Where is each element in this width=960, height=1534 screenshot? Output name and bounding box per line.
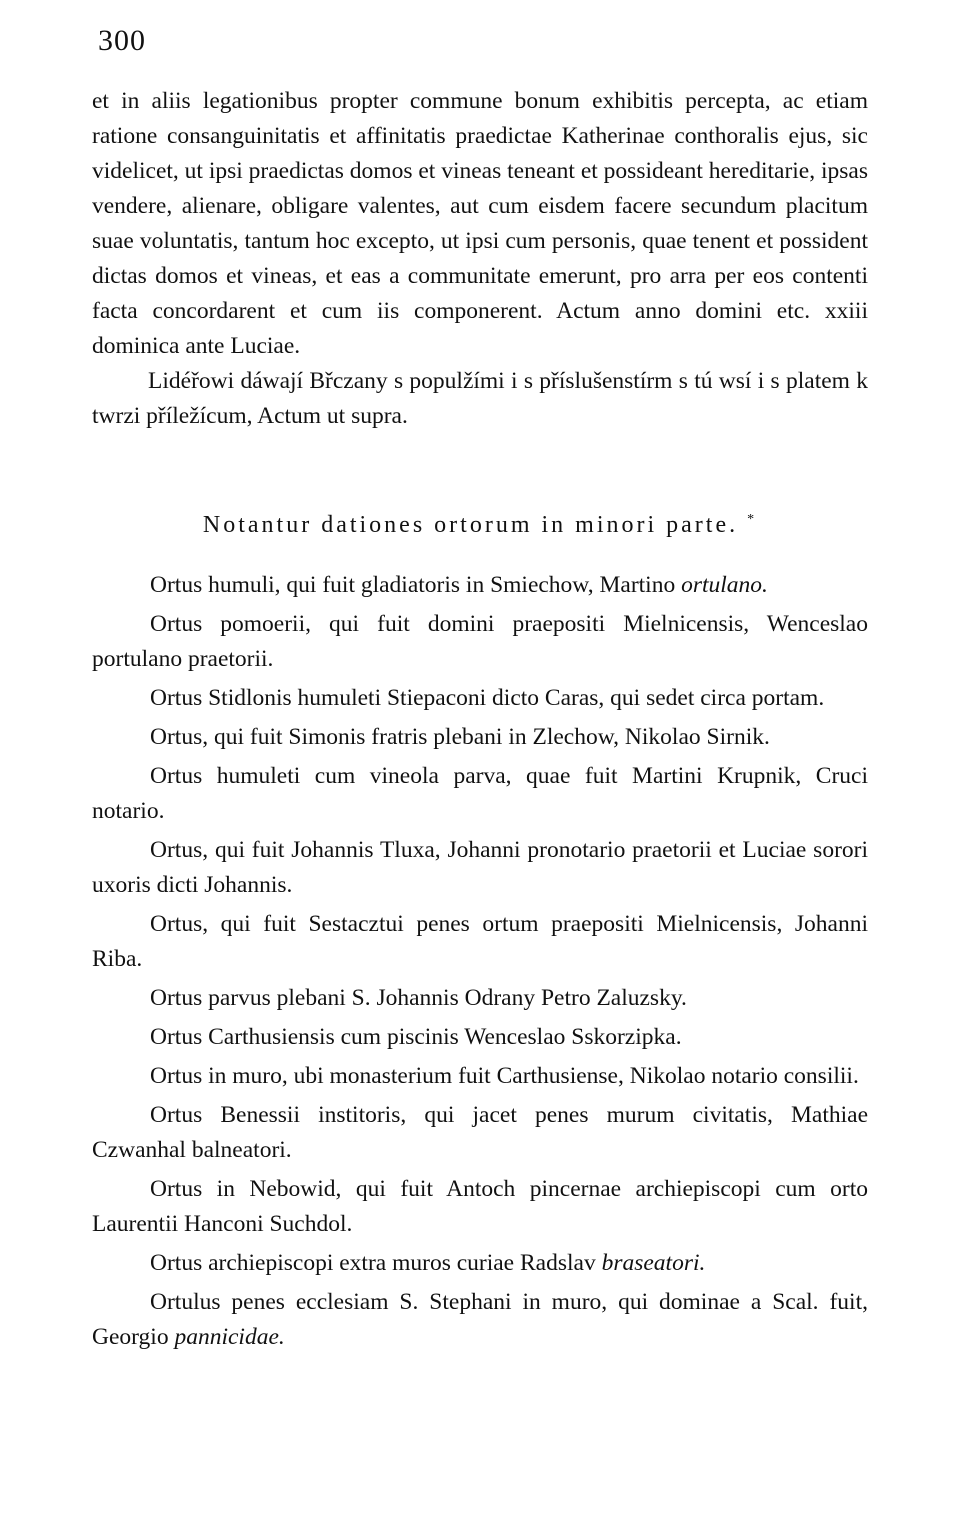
list-item	[92, 981, 868, 1016]
section-heading	[92, 512, 868, 539]
list-item	[92, 720, 868, 755]
footnote-mark: *	[747, 512, 758, 527]
entry-italic: pannicidae.	[174, 1324, 285, 1350]
entry-text: Ortus Stidlonis humuleti Stiepaconi dicto Caras, qui sedet circa portam.	[150, 685, 825, 711]
section-heading-text: Notantur dationes ortorum in minori parte.	[202, 512, 739, 538]
entry-text: Ortus parvus plebani S. Johannis Odrany Petro Zaluzsky.	[150, 985, 687, 1011]
list-item	[92, 833, 868, 903]
entry-text: Ortus Carthusiensis cum piscinis Wenceslao Sskorzipka.	[150, 1024, 682, 1050]
entry-text: Ortus in muro, ubi monasterium fuit Carthusiense, Nikolao notario consilii.	[150, 1063, 859, 1089]
entry-text: Ortus archiepiscopi extra muros curiae Radslav	[150, 1250, 602, 1276]
list-item	[92, 1246, 868, 1281]
garden-entries-list	[92, 568, 868, 1359]
list-item	[92, 1020, 868, 1055]
entry-text: Ortus Benessii institoris, qui jacet penes murum civitatis, Mathiae Czwanhal balneatori.	[92, 1102, 868, 1163]
list-item	[92, 681, 868, 716]
entry-text: Ortulus penes ecclesiam S. Stephani in muro, qui dominae a Scal. fuit, Georgio	[92, 1289, 868, 1350]
list-item	[92, 1059, 868, 1094]
list-item	[92, 568, 868, 603]
entry-italic: braseatori.	[601, 1250, 706, 1276]
entry-text: Ortus in Nebowid, qui fuit Antoch pincernae archiepiscopi cum orto Laurentii Hanconi Suchdol.	[92, 1176, 868, 1237]
page-number: 300	[98, 24, 146, 57]
entry-text: Ortus, qui fuit Sestacztui penes ortum praepositi Mielnicensis, Johanni Riba.	[92, 911, 868, 972]
body-text	[92, 84, 868, 434]
entry-text: Ortus pomoerii, qui fuit domini praepositi Mielnicensis, Wenceslao portulano praetorii.	[92, 611, 868, 672]
entry-text: Ortus humuleti cum vineola parva, quae fuit Martini Krupnik, Cruci notario.	[92, 763, 868, 824]
list-item	[92, 1098, 868, 1168]
entry-text: Ortus humuli, qui fuit gladiatoris in Smiechow, Martino	[150, 572, 682, 598]
list-item	[92, 1172, 868, 1242]
entry-italic: ortulano.	[681, 572, 768, 598]
entry-text: Ortus, qui fuit Simonis fratris plebani in Zlechow, Nikolao Sirnik.	[150, 724, 770, 750]
czech-note-paragraph: Lidéřowi dáwají Břczany s populžími i s příslušenstírm s tú wsí i s platem k twrzi příležícum, Actum ut supra.	[92, 368, 868, 429]
list-item	[92, 907, 868, 977]
list-item	[92, 607, 868, 677]
continuation-paragraph: et in aliis legationibus propter commune bonum exhibitis percepta, ac etiam ratione consanguinitatis et affinitatis praedictae Katherinae conthoralis ejus, sic videlicet, ut ipsi praedictas domos et vineas teneant et possideant hereditarie, ipsas vendere, alienare, obligare valentes, aut cum eisdem facere secundum placitum suae voluntatis, tantum hoc excepto, ut ipsi cum personis, quae tenent et possident dictas domos et vineas, et eas a communitate emerunt, pro arra per eos contenti facta concordarent et cum iis componerent. Actum anno domini etc. xxiii dominica ante Luciae.	[92, 88, 868, 359]
list-item	[92, 1285, 868, 1355]
entry-text: Ortus, qui fuit Johannis Tluxa, Johanni pronotario praetorii et Luciae sorori uxoris dicti Johannis.	[92, 837, 868, 898]
list-item	[92, 759, 868, 829]
